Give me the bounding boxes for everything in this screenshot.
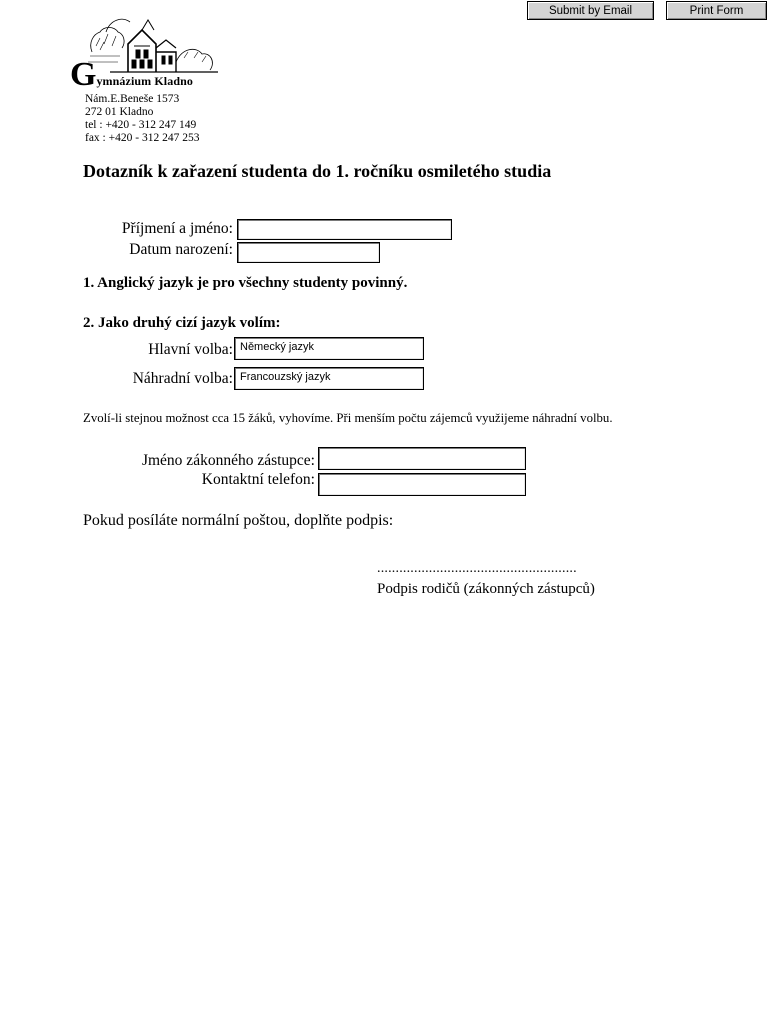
- submit-by-email-button[interactable]: Submit by Email: [527, 1, 654, 20]
- alternate-choice-field[interactable]: [234, 367, 424, 390]
- capacity-note: Zvolí-li stejnou možnost cca 15 žáků, vyhovíme. Při menším počtu zájemců využijeme náhradní volbu.: [83, 411, 613, 425]
- alternate-choice-label: Náhradní volba:: [132, 370, 233, 387]
- guardian-name-label: Jméno zákonného zástupce:: [141, 452, 315, 469]
- contact-phone-label: Kontaktní telefon:: [201, 471, 315, 488]
- address-line-fax: fax : +420 - 312 247 253: [85, 132, 200, 144]
- print-form-button[interactable]: Print Form: [666, 1, 767, 20]
- main-choice-value: Německý jazyk: [240, 341, 314, 353]
- section-english-heading: 1. Anglický jazyk je pro všechny studenty povinný.: [83, 275, 408, 291]
- birth-date-label: Datum narození:: [129, 241, 233, 258]
- address-line-city: 272 01 Kladno: [85, 106, 154, 118]
- name-field[interactable]: [237, 219, 452, 240]
- logo-initial: G: [70, 56, 97, 93]
- signature-caption: Podpis rodičů (zákonných zástupců): [377, 581, 595, 597]
- name-label: Příjmení a jméno:: [121, 220, 233, 237]
- section-second-language-heading: 2. Jako druhý cizí jazyk volím:: [83, 315, 281, 331]
- school-logo-wordmark: [70, 58, 193, 92]
- post-signature-note: Pokud posíláte normální poštou, doplňte podpis:: [83, 512, 394, 529]
- contact-phone-field[interactable]: [318, 473, 526, 496]
- address-line-tel: tel : +420 - 312 247 149: [85, 119, 197, 131]
- address-line-street: Nám.E.Beneše 1573: [85, 93, 180, 105]
- guardian-name-field[interactable]: [318, 447, 526, 470]
- birth-date-field[interactable]: [237, 242, 380, 263]
- main-choice-label: Hlavní volba:: [148, 341, 233, 358]
- alternate-choice-value: Francouzský jazyk: [240, 371, 331, 383]
- signature-line: ......................................................: [377, 561, 577, 576]
- main-choice-field[interactable]: [234, 337, 424, 360]
- form-title: Dotazník k zařazení studenta do 1. ročníku osmiletého studia: [83, 161, 552, 181]
- logo-name: ymnázium Kladno: [96, 74, 193, 88]
